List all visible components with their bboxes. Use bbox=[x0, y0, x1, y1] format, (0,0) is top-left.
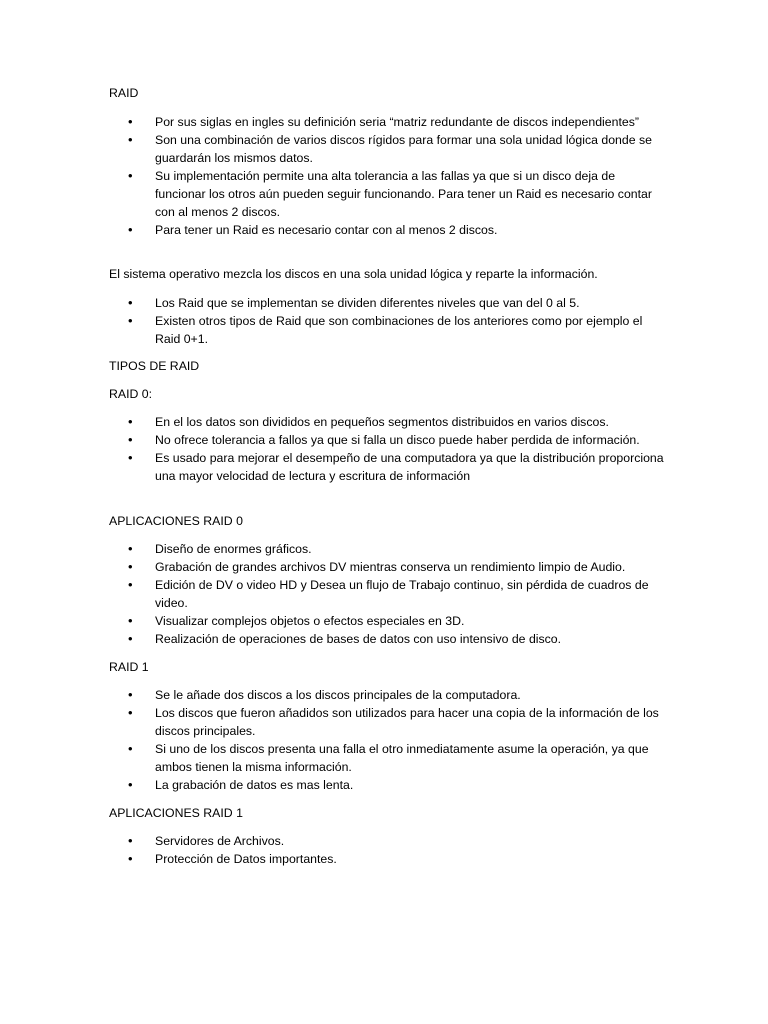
bullet-icon: • bbox=[128, 687, 133, 702]
bullet-icon: • bbox=[128, 295, 133, 310]
list-levels bbox=[109, 294, 669, 348]
list-item: • La grabación de datos es mas lenta. bbox=[128, 777, 354, 792]
list-item: • Realización de operaciones de bases de datos con uso intensivo de disco. bbox=[128, 631, 562, 646]
list-item: • Su implementación permite una alta tolerancia a las fallas ya que si un disco deja de funcionar los otros aún pueden seguir funcionando. Para tener un Raid es necesario contar con al menos 2 discos. bbox=[128, 168, 652, 219]
list-item: • Los Raid que se implementan se dividen diferentes niveles que van del 0 al 5. bbox=[128, 295, 580, 310]
bullet-icon: • bbox=[128, 631, 133, 646]
heading-apps-raid1: APLICACIONES RAID 1 bbox=[109, 806, 243, 820]
list-item: • En el los datos son divididos en pequeños segmentos distribuidos en varios discos. bbox=[128, 414, 609, 429]
bullet-icon: • bbox=[128, 313, 133, 328]
paragraph-os: El sistema operativo mezcla los discos en una sola unidad lógica y reparte la información. bbox=[109, 267, 598, 281]
list-raid0 bbox=[109, 413, 669, 485]
bullet-icon: • bbox=[128, 777, 133, 792]
list-item: • Son una combinación de varios discos rígidos para formar una sola unidad lógica donde se guardarán los mismos datos. bbox=[128, 132, 652, 165]
list-item: • Es usado para mejorar el desempeño de una computadora ya que la distribución proporciona una mayor velocidad de lectura y escritura de información bbox=[128, 450, 664, 483]
list-item: • Servidores de Archivos. bbox=[128, 833, 285, 848]
bullet-icon: • bbox=[128, 450, 133, 465]
list-item: • Edición de DV o video HD y Desea un flujo de Trabajo continuo, sin pérdida de cuadros de video. bbox=[128, 577, 649, 610]
bullet-icon: • bbox=[128, 432, 133, 447]
heading-raid1: RAID 1 bbox=[109, 660, 149, 674]
heading-apps-raid0: APLICACIONES RAID 0 bbox=[109, 514, 243, 528]
list-apps-raid1 bbox=[109, 832, 669, 868]
heading-raid0: RAID 0: bbox=[109, 387, 153, 401]
bullet-icon: • bbox=[128, 851, 133, 866]
list-item: • Existen otros tipos de Raid que son combinaciones de los anteriores como por ejemplo el Raid 0+1. bbox=[128, 313, 643, 346]
list-item: • Si uno de los discos presenta una falla el otro inmediatamente asume la operación, ya que ambos tienen la misma información. bbox=[128, 741, 649, 774]
list-raid1 bbox=[109, 686, 669, 794]
list-apps-raid0 bbox=[109, 540, 669, 648]
bullet-icon: • bbox=[128, 541, 133, 556]
bullet-icon: • bbox=[128, 559, 133, 574]
bullet-icon: • bbox=[128, 833, 133, 848]
bullet-icon: • bbox=[128, 168, 133, 183]
list-item: • No ofrece tolerancia a fallos ya que si falla un disco puede haber perdida de información. bbox=[128, 432, 640, 447]
list-item: • Grabación de grandes archivos DV mientras conserva un rendimiento limpio de Audio. bbox=[128, 559, 626, 574]
list-item: • Protección de Datos importantes. bbox=[128, 851, 337, 866]
bullet-icon: • bbox=[128, 705, 133, 720]
bullet-icon: • bbox=[128, 613, 133, 628]
list-intro bbox=[109, 113, 669, 239]
list-item: • Para tener un Raid es necesario contar con al menos 2 discos. bbox=[128, 222, 498, 237]
list-item: • Los discos que fueron añadidos son utilizados para hacer una copia de la información de los discos principales. bbox=[128, 705, 659, 738]
bullet-icon: • bbox=[128, 222, 133, 237]
heading-tipos: TIPOS DE RAID bbox=[109, 359, 200, 373]
bullet-icon: • bbox=[128, 114, 133, 129]
list-item: • Diseño de enormes gráficos. bbox=[128, 541, 312, 556]
list-item: • Por sus siglas en ingles su definición seria “matriz redundante de discos independientes” bbox=[128, 114, 639, 129]
heading-raid: RAID bbox=[109, 86, 139, 100]
bullet-icon: • bbox=[128, 577, 133, 592]
bullet-icon: • bbox=[128, 132, 133, 147]
list-item: • Visualizar complejos objetos o efectos especiales en 3D. bbox=[128, 613, 465, 628]
bullet-icon: • bbox=[128, 741, 133, 756]
list-item: • Se le añade dos discos a los discos principales de la computadora. bbox=[128, 687, 521, 702]
bullet-icon: • bbox=[128, 414, 133, 429]
